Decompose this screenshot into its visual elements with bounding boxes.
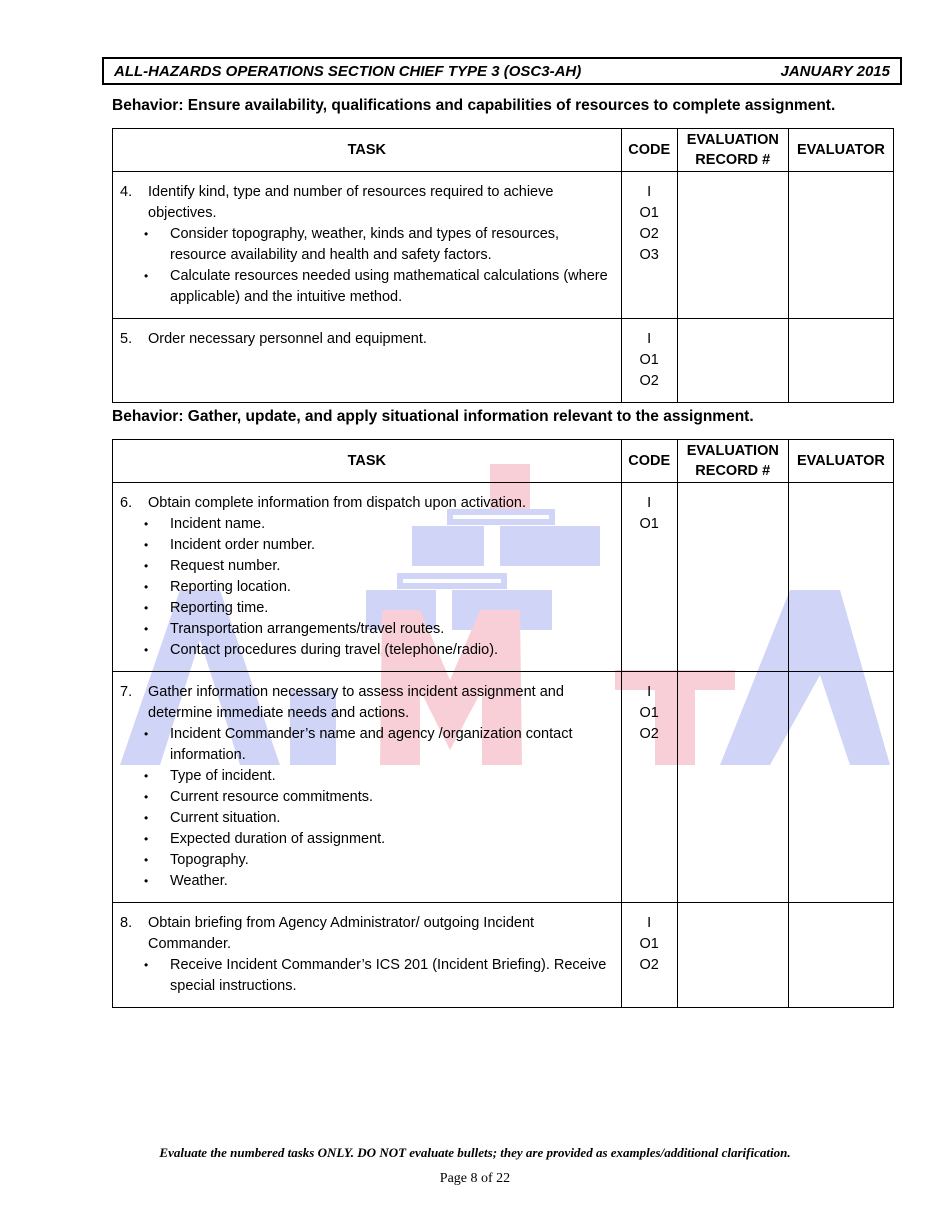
code-value: O1 (639, 705, 659, 721)
task-bullet: • Contact procedures during travel (telephone/radio). (144, 642, 499, 658)
evaluator-cell[interactable] (788, 172, 893, 319)
code-value: I (647, 915, 652, 931)
evaluation-record-cell[interactable] (677, 319, 788, 403)
behavior-heading-1: Behavior: Ensure availability, qualifications and capabilities of resources to complete assignment. (112, 97, 836, 114)
code-cell (621, 903, 677, 1008)
code-cell (621, 319, 677, 403)
table-row (113, 172, 894, 319)
task-bullet: • Incident order number. (144, 537, 316, 553)
task-column-header: TASK (113, 440, 622, 483)
code-value: O1 (639, 516, 659, 532)
code-value: I (647, 495, 652, 511)
code-value: I (647, 184, 652, 200)
task-number: 8. (120, 915, 133, 931)
task-bullet: • Reporting location. (144, 579, 291, 595)
code-value: O3 (639, 247, 659, 263)
task-bullet: • Consider topography, weather, kinds and types of resources, resource availability and health and safety factors. (144, 226, 560, 263)
task-bullet: • Weather. (144, 873, 228, 889)
task-number: 7. (120, 684, 133, 700)
task-bullet: • Type of incident. (144, 768, 276, 784)
task-bullet: • Transportation arrangements/travel routes. (144, 621, 445, 637)
evaluator-column-header: EVALUATOR (788, 129, 893, 172)
task-text: Gather information necessary to assess incident assignment and determine immediate needs and actions. (148, 684, 564, 721)
code-value: O2 (639, 226, 659, 242)
task-number: 5. (120, 331, 133, 347)
evaluation-record-cell[interactable] (677, 672, 788, 903)
task-text: Order necessary personnel and equipment. (148, 331, 427, 347)
table-row (113, 319, 894, 403)
document-header (102, 57, 902, 85)
task-bullet: • Reporting time. (144, 600, 269, 616)
code-value: O2 (639, 957, 659, 973)
evaluator-cell[interactable] (788, 483, 893, 672)
evaluator-cell[interactable] (788, 672, 893, 903)
evaluation-record-cell[interactable] (677, 172, 788, 319)
task-cell (113, 319, 622, 403)
evaluation-record-cell[interactable] (677, 903, 788, 1008)
code-column-header: CODE (621, 129, 677, 172)
code-cell (621, 672, 677, 903)
code-value: I (647, 331, 652, 347)
code-cell (621, 172, 677, 319)
document-date: JANUARY 2015 (780, 62, 890, 80)
task-number: 6. (120, 495, 133, 511)
evaluation-record-column-header: EVALUATION RECORD # (677, 129, 788, 172)
table-header-row (113, 129, 894, 172)
table-row (113, 483, 894, 672)
task-bullet: • Calculate resources needed using mathematical calculations (where applicable) and the intuitive method. (144, 268, 608, 305)
task-number: 4. (120, 184, 133, 200)
document-title: ALL-HAZARDS OPERATIONS SECTION CHIEF TYPE 3 (OSC3-AH) (114, 62, 582, 80)
task-bullet: • Request number. (144, 558, 281, 574)
evaluator-cell[interactable] (788, 319, 893, 403)
task-table-2 (112, 439, 894, 1008)
code-value: O2 (639, 726, 659, 742)
code-value: O2 (639, 373, 659, 389)
code-value: O1 (639, 352, 659, 368)
task-cell (113, 672, 622, 903)
code-column-header: CODE (621, 440, 677, 483)
task-column-header: TASK (113, 129, 622, 172)
evaluation-record-cell[interactable] (677, 483, 788, 672)
task-bullet: • Topography. (144, 852, 249, 868)
task-bullet: • Current resource commitments. (144, 789, 374, 805)
task-text: Obtain complete information from dispatch upon activation. (148, 495, 527, 511)
footer-note: Evaluate the numbered tasks ONLY. DO NOT evaluate bullets; they are provided as examples/additional clarification. (159, 1145, 791, 1160)
task-cell (113, 172, 622, 319)
task-bullet: • Expected duration of assignment. (144, 831, 386, 847)
task-text: Obtain briefing from Agency Administrator/ outgoing Incident Commander. (148, 915, 535, 952)
task-cell (113, 903, 622, 1008)
table-header-row (113, 440, 894, 483)
evaluation-record-column-header: EVALUATION RECORD # (677, 440, 788, 483)
task-table-1 (112, 128, 894, 403)
page-number: Page 8 of 22 (439, 1171, 511, 1186)
task-text: Identify kind, type and number of resources required to achieve objectives. (148, 184, 554, 221)
behavior-heading-2: Behavior: Gather, update, and apply situational information relevant to the assignment. (112, 408, 754, 425)
table-row (113, 903, 894, 1008)
code-cell (621, 483, 677, 672)
table-row (113, 672, 894, 903)
code-value: I (647, 684, 652, 700)
task-bullet: • Incident name. (144, 516, 266, 532)
evaluator-column-header: EVALUATOR (788, 440, 893, 483)
evaluator-cell[interactable] (788, 903, 893, 1008)
code-value: O1 (639, 936, 659, 952)
task-cell (113, 483, 622, 672)
task-bullet: • Receive Incident Commander’s ICS 201 (Incident Briefing). Receive special instructions. (144, 957, 607, 994)
code-value: O1 (639, 205, 659, 221)
task-bullet: • Incident Commander’s name and agency /organization contact information. (144, 726, 573, 763)
task-bullet: • Current situation. (144, 810, 281, 826)
